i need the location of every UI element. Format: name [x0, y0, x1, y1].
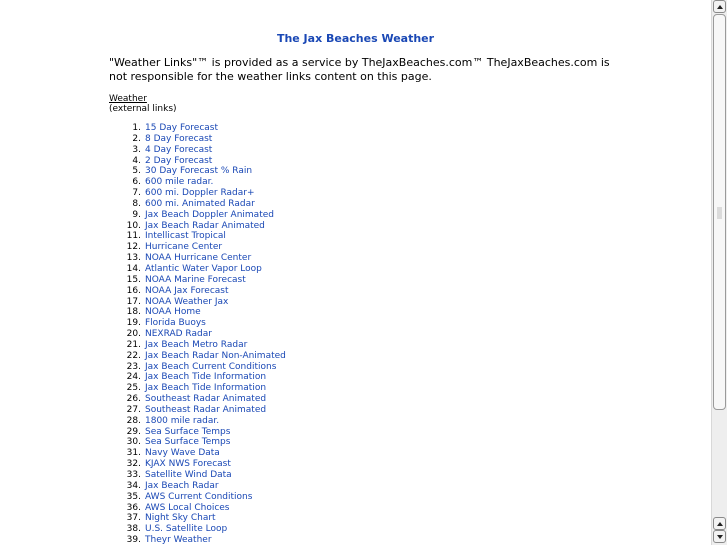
- list-item: [109, 329, 286, 340]
- weather-link[interactable]: Florida Buoys: [145, 318, 206, 329]
- list-item-number: 34.: [126, 480, 141, 491]
- list-item: [109, 307, 286, 318]
- list-item-number: 15.: [126, 274, 141, 285]
- list-item-number: 29.: [126, 426, 141, 437]
- list-item: [109, 177, 286, 188]
- list-item-number: 4.: [132, 155, 141, 166]
- arrow-down-icon: [717, 535, 723, 539]
- weather-link[interactable]: NOAA Jax Forecast: [145, 285, 229, 296]
- list-item-number: 35.: [126, 491, 141, 502]
- list-item: [109, 231, 286, 242]
- list-item-number: 1.: [132, 123, 141, 133]
- scroll-up-button-lower[interactable]: [713, 517, 726, 530]
- list-item-number: 27.: [126, 404, 141, 415]
- weather-link[interactable]: Sea Surface Temps: [145, 437, 231, 448]
- list-item: [109, 123, 286, 134]
- weather-link[interactable]: NOAA Marine Forecast: [145, 274, 246, 285]
- weather-link[interactable]: Jax Beach Radar Animated: [145, 220, 265, 231]
- list-item: [109, 362, 286, 373]
- list-item-number: 23.: [126, 361, 141, 372]
- weather-link[interactable]: Intellicast Tropical: [145, 231, 226, 242]
- list-item: [109, 242, 286, 253]
- list-item-number: 22.: [126, 350, 141, 361]
- weather-link-list: [109, 123, 286, 545]
- list-item-number: 12.: [126, 242, 141, 253]
- list-item-number: 31.: [126, 448, 141, 459]
- list-item-number: 11.: [126, 231, 141, 242]
- scrollbar-thumb[interactable]: [713, 14, 726, 410]
- intro-text: "Weather Links"™ is provided as a service by TheJaxBeaches.com™ TheJaxBeaches.com is not responsible for the weather links content on this page.: [109, 56, 610, 83]
- list-item: [109, 492, 286, 503]
- list-item: [109, 156, 286, 167]
- list-item-number: 9.: [132, 209, 141, 220]
- weather-link[interactable]: Atlantic Water Vapor Loop: [145, 263, 262, 274]
- list-item-number: 2.: [132, 133, 141, 144]
- weather-link[interactable]: Jax Beach Tide Information: [145, 372, 267, 383]
- list-item: [109, 470, 286, 481]
- list-item-number: 33.: [126, 470, 141, 480]
- list-item-number: 24.: [126, 372, 141, 383]
- list-item: [109, 405, 286, 416]
- list-item: [109, 134, 286, 145]
- list-item: [109, 524, 286, 535]
- list-item-number: 36.: [126, 502, 141, 513]
- weather-link[interactable]: Jax Beach Tide Information: [145, 383, 267, 394]
- weather-link[interactable]: Jax Beach Doppler Animated: [145, 209, 274, 220]
- list-item: [109, 513, 286, 524]
- list-item-number: 3.: [132, 144, 141, 155]
- list-item: [109, 416, 286, 427]
- weather-link[interactable]: NOAA Home: [145, 307, 201, 318]
- weather-link[interactable]: NOAA Hurricane Center: [145, 253, 252, 264]
- list-item: [109, 535, 286, 545]
- list-item: [109, 427, 286, 438]
- weather-link[interactable]: U.S. Satellite Loop: [145, 524, 228, 535]
- weather-link[interactable]: Navy Wave Data: [145, 448, 220, 459]
- list-item: [109, 340, 286, 351]
- list-item-number: 5.: [132, 166, 141, 177]
- vertical-scrollbar[interactable]: [711, 0, 727, 545]
- list-item: [109, 459, 286, 470]
- weather-link[interactable]: Jax Beach Radar: [145, 480, 219, 491]
- weather-link[interactable]: Satellite Wind Data: [145, 470, 232, 480]
- list-item-number: 20.: [126, 329, 141, 340]
- weather-link[interactable]: KJAX NWS Forecast: [145, 459, 231, 470]
- list-item: [109, 166, 286, 177]
- weather-link[interactable]: AWS Local Choices: [145, 502, 230, 513]
- list-item-number: 13.: [126, 253, 141, 264]
- list-item: [109, 253, 286, 264]
- weather-link[interactable]: Southeast Radar Animated: [145, 404, 267, 415]
- list-item: [109, 394, 286, 405]
- weather-link[interactable]: Jax Beach Radar Non-Animated: [145, 350, 286, 361]
- list-item-number: 10.: [126, 220, 141, 231]
- list-item-number: 16.: [126, 285, 141, 296]
- weather-link[interactable]: Hurricane Center: [145, 242, 223, 253]
- weather-link[interactable]: Jax Beach Current Conditions: [145, 361, 277, 372]
- weather-link[interactable]: 4 Day Forecast: [145, 144, 213, 155]
- weather-link[interactable]: NEXRAD Radar: [145, 329, 212, 340]
- list-item-number: 25.: [126, 383, 141, 394]
- weather-link[interactable]: 30 Day Forecast % Rain: [145, 166, 253, 177]
- list-item: [109, 372, 286, 383]
- weather-link[interactable]: 15 Day Forecast: [145, 123, 219, 133]
- weather-link[interactable]: NOAA Weather Jax: [145, 296, 229, 307]
- weather-link[interactable]: 600 mi. Animated Radar: [145, 198, 255, 209]
- weather-link[interactable]: 600 mi. Doppler Radar+: [145, 188, 255, 199]
- list-item: [109, 318, 286, 329]
- list-item-number: 28.: [126, 415, 141, 426]
- weather-link[interactable]: Sea Surface Temps: [145, 426, 231, 437]
- list-item: [109, 188, 286, 199]
- list-item: [109, 383, 286, 394]
- grip-icon: [717, 207, 722, 219]
- list-item-number: 19.: [126, 318, 141, 329]
- list-item: [109, 275, 286, 286]
- page-title: The Jax Beaches Weather: [276, 32, 435, 45]
- list-item-number: 7.: [132, 188, 141, 199]
- list-item-number: 17.: [126, 296, 141, 307]
- list-item: [109, 221, 286, 232]
- list-item: [109, 448, 286, 459]
- list-item: [109, 481, 286, 492]
- list-item: [109, 297, 286, 308]
- list-item-number: 26.: [126, 394, 141, 405]
- list-item-number: 37.: [126, 513, 141, 524]
- list-item-number: 39.: [126, 535, 141, 545]
- section-heading: Weather: [109, 94, 147, 104]
- list-item-number: 21.: [126, 339, 141, 350]
- list-item-number: 18.: [126, 307, 141, 318]
- list-item: [109, 503, 286, 514]
- weather-link[interactable]: AWS Current Conditions: [145, 491, 253, 502]
- list-item-number: 32.: [126, 459, 141, 470]
- list-item: [109, 199, 286, 210]
- weather-link[interactable]: Jax Beach Metro Radar: [145, 339, 248, 350]
- list-item-number: 30.: [126, 437, 141, 448]
- arrow-up-icon: [717, 522, 723, 526]
- list-item-number: 14.: [126, 263, 141, 274]
- weather-link[interactable]: Night Sky Chart: [145, 513, 216, 524]
- scroll-down-button[interactable]: [713, 530, 726, 543]
- weather-link[interactable]: 2 Day Forecast: [145, 155, 213, 166]
- list-item: [109, 351, 286, 362]
- list-item: [109, 264, 286, 275]
- list-item: [109, 145, 286, 156]
- weather-link[interactable]: 8 Day Forecast: [145, 133, 213, 144]
- arrow-up-icon: [717, 5, 723, 9]
- weather-link[interactable]: Southeast Radar Animated: [145, 394, 267, 405]
- scroll-up-button[interactable]: [713, 0, 726, 13]
- list-item-number: 38.: [126, 524, 141, 535]
- weather-link[interactable]: 600 mile radar.: [145, 177, 214, 188]
- weather-link[interactable]: Theyr Weather: [145, 535, 212, 545]
- section-subtitle: (external links): [109, 104, 177, 114]
- list-item: [109, 286, 286, 297]
- list-item: [109, 210, 286, 221]
- list-item: [109, 437, 286, 448]
- weather-link[interactable]: 1800 mile radar.: [145, 415, 220, 426]
- list-item-number: 6.: [132, 177, 141, 188]
- list-item-number: 8.: [132, 198, 141, 209]
